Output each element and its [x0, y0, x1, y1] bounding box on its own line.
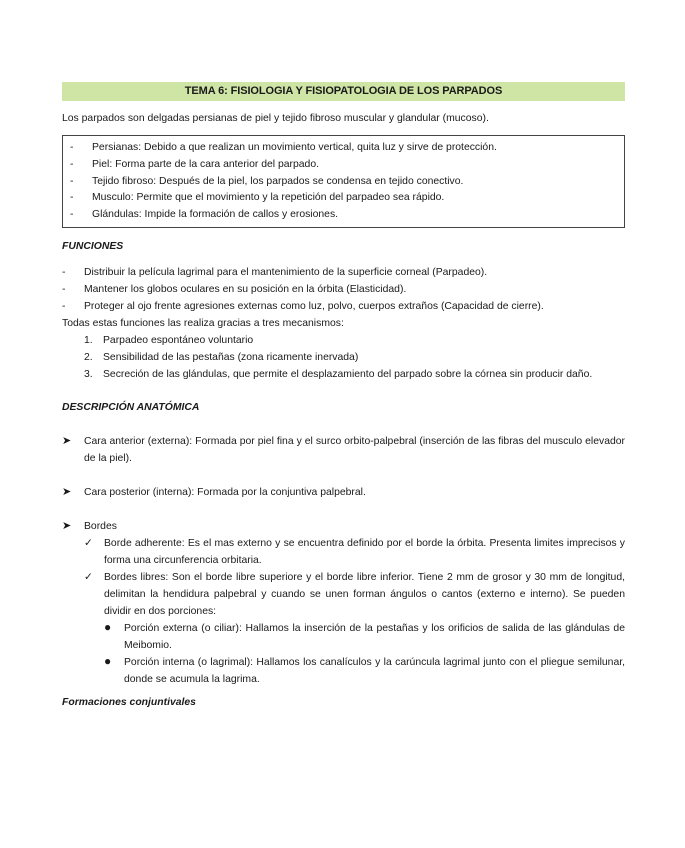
intro-paragraph: Los parpados son delgadas persianas de piel y tejido fibroso muscular y glandular (mucoso).: [62, 113, 489, 124]
list-item-text: Persianas: Debido a que realizan un movimiento vertical, quita luz y sirve de protección.: [92, 142, 497, 153]
section-heading-formaciones: Formaciones conjuntivales: [62, 696, 196, 708]
list-item-text: Piel: Forma parte de la cara anterior del parpado.: [92, 158, 319, 170]
dash-marker: -: [70, 175, 74, 187]
dash-marker: -: [62, 283, 66, 295]
check-icon: ✓: [84, 537, 93, 549]
list-item: [63, 174, 624, 191]
list-number: 2.: [84, 351, 93, 363]
list-item: [63, 140, 624, 157]
list-item-text: Mantener los globos oculares en su posición en la órbita (Elasticidad).: [84, 283, 407, 295]
list-item: [62, 281, 625, 298]
dash-marker: -: [70, 192, 74, 204]
list-item: [63, 207, 624, 224]
dash-marker: -: [62, 266, 66, 278]
arrow-bullet-icon: ➤: [62, 434, 72, 447]
list-item-text: Distribuir la película lagrimal para el mantenimiento de la superficie corneal (Parpadeo).: [84, 266, 488, 278]
arrow-item-bordes: [62, 518, 625, 535]
document-page: [62, 82, 625, 711]
list-number: 1.: [84, 334, 93, 346]
dash-marker: -: [70, 158, 74, 170]
list-item: [62, 298, 625, 315]
list-item: [84, 366, 625, 383]
porcion-interna-text: Porción interna (o lagrimal): Hallamos los canalículos y la carúncula lagrimal junto con el pliegue semilunar, donde se acumula la lagrima.: [124, 656, 625, 685]
borde-adherente-text: Borde adherente: Es el mas externo y se encuentra definido por el borde la órbita. Presenta limites imprecisos y forma una circunferencia orbitaria.: [104, 537, 625, 566]
porcion-externa-text: Porción externa (o ciliar): Hallamos la inserción de la pestañas y los orificios de salida de las glándulas de Meibomio.: [124, 622, 625, 651]
list-item-text: Proteger al ojo frente agresiones externas como luz, polvo, cuerpos extraños (Capacidad de cierre).: [84, 300, 544, 312]
list-item: [63, 157, 624, 174]
check-icon: ✓: [84, 571, 93, 583]
list-item: [62, 264, 625, 281]
bordes-libres-text: Bordes libres: Son el borde libre superiore y el borde libre inferior. Tiene 2 mm de grosor y 30 mm de longitud, delimitan la hendidura palpebral y cuando se unen forman ángulos o cantos (externo e interno). Se pueden dividir en dos porciones:: [104, 571, 625, 617]
list-item-text: Sensibilidad de las pestañas (zona ricamente inervada): [103, 351, 359, 363]
cara-anterior-text: Cara anterior (externa): Formada por piel fina y el surco orbito-palpebral (inserción de las fibras del musculo elevador de la piel).: [84, 435, 625, 464]
section-heading-descripcion: DESCRIPCIÓN ANATÓMICA: [62, 401, 200, 413]
bullet-item-porcion-interna: [104, 654, 625, 688]
list-item: [63, 190, 624, 207]
cara-posterior-text: Cara posterior (interna): Formada por la conjuntiva palpebral.: [84, 486, 366, 498]
arrow-item-cara-posterior: [62, 484, 625, 501]
mechanisms-list: [84, 332, 625, 383]
dash-marker: -: [62, 300, 66, 312]
bullet-dot-icon: ●: [104, 653, 112, 668]
arrow-bullet-icon: ➤: [62, 485, 72, 498]
dash-marker: -: [70, 142, 74, 153]
list-item: [84, 349, 625, 366]
funciones-list: [62, 264, 625, 315]
bullet-item-porcion-externa: [104, 620, 625, 654]
list-item-text: Secreción de las glándulas, que permite el desplazamiento del parpado sobre la córnea sin producir daño.: [103, 368, 593, 380]
check-item-bordes-libres: [84, 569, 625, 620]
dash-marker: -: [70, 209, 74, 221]
list-item-text: Parpadeo espontáneo voluntario: [103, 334, 254, 346]
check-item-borde-adherente: [84, 535, 625, 569]
list-number: 3.: [84, 368, 93, 380]
page-title: TEMA 6: FISIOLOGIA Y FISIOPATOLOGIA DE LOS PARPADOS: [62, 82, 625, 101]
list-item: [84, 332, 625, 349]
bullet-dot-icon: ●: [104, 619, 112, 634]
components-box: [62, 135, 625, 228]
arrow-item-cara-anterior: [62, 433, 625, 467]
list-item-text: Tejido fibroso: Después de la piel, los parpados se condensa en tejido conectivo.: [92, 175, 464, 187]
list-item-text: Musculo: Permite que el movimiento y la repetición del parpadeo sea rápido.: [92, 192, 445, 204]
section-heading-funciones: FUNCIONES: [62, 240, 124, 252]
bordes-text: Bordes: [84, 520, 117, 532]
mechanisms-intro: Todas estas funciones las realiza gracias a tres mecanismos:: [62, 317, 344, 329]
arrow-bullet-icon: ➤: [62, 519, 72, 532]
list-item-text: Glándulas: Impide la formación de callos y erosiones.: [92, 209, 339, 221]
